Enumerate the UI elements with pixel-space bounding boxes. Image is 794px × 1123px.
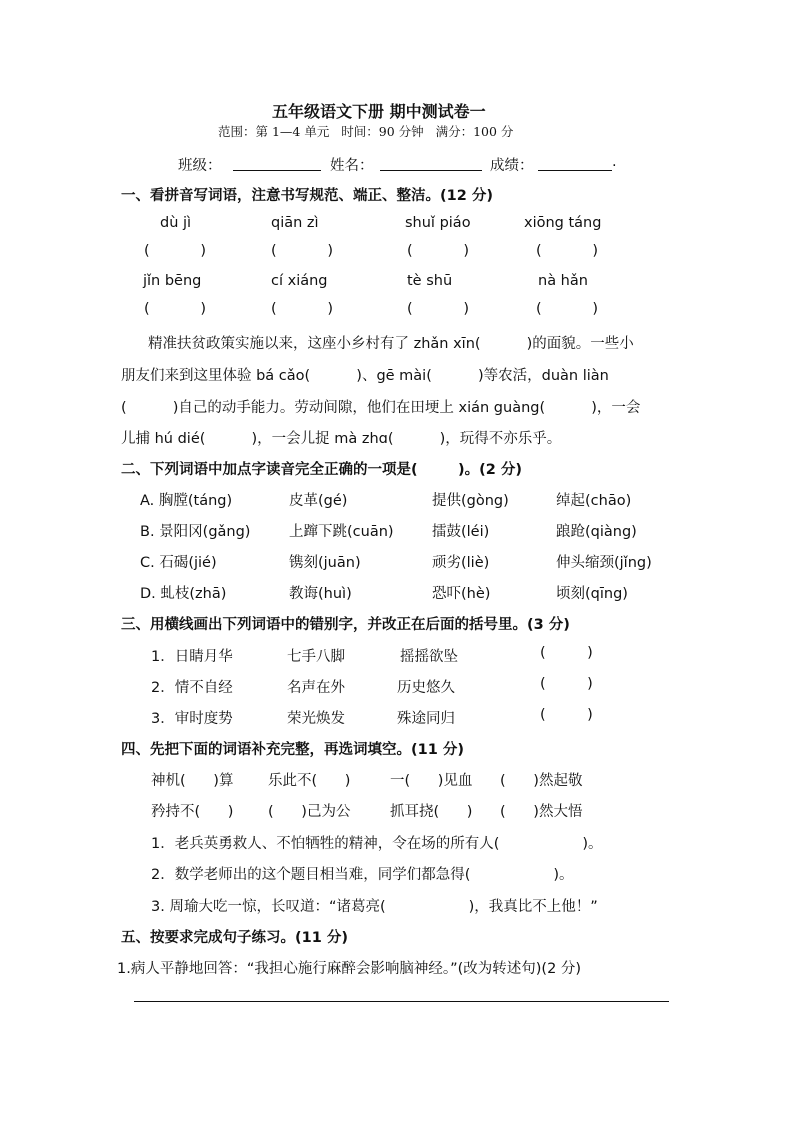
sentence-question: 1.病人平静地回答：“我担心施行麻醉会影响脑神经。”(改为转述句)(2 分) [117,961,582,977]
option-d[interactable]: D. 虬枝(zhā) [140,586,227,602]
word-item: 殊途同归 [397,711,455,727]
answer-line[interactable] [134,1001,669,1002]
option-word: 上蹿下跳(cuān) [289,524,394,540]
idiom-blank[interactable]: 神机( )算 [151,773,234,789]
answer-box[interactable]: ( ) [144,301,207,317]
name-label: 姓名： [330,158,374,174]
option-word: 擂鼓(léi) [432,524,490,540]
section-1-heading: 一、看拼音写词语，注意书写规范、端正、整洁。(12 分) [121,188,493,204]
word-item: 七手八脚 [287,649,345,665]
score-blank[interactable] [538,170,612,171]
paragraph-line: 朋友们来到这里体验 bá cǎo( )、gē mài( )等农活，duàn liàn [121,368,609,384]
idiom-blank[interactable]: 一( )见血 [390,773,473,789]
option-word: 皮革(gé) [289,493,348,509]
option-word: 伸头缩颈(jǐng) [556,555,652,571]
class-label: 班级： [178,158,222,174]
answer-box[interactable]: ( ) [144,243,207,259]
idiom-blank[interactable]: ( )然起敬 [500,773,583,789]
pinyin: cí xiáng [271,273,328,289]
exam-subtitle: 范围：第 1—4 单元 时间：90 分钟 满分：100 分 [218,124,514,139]
fill-question[interactable]: 3. 周瑜大吃一惊，长叹道：“诸葛亮( )，我真比不上他！” [151,899,598,915]
word-item: 3．审时度势 [151,711,233,727]
fill-question[interactable]: 1．老兵英勇救人、不怕牺牲的精神，令在场的所有人( )。 [151,836,603,852]
option-word: 顽劣(liè) [432,555,490,571]
class-blank[interactable] [233,170,321,171]
paragraph-line: 儿捕 hú dié( )，一会儿捉 mà zhɑ( )，玩得不亦乐乎。 [121,431,562,447]
option-word: 绰起(chāo) [556,493,632,509]
answer-box[interactable]: ( ) [536,301,599,317]
option-word: 顷刻(qīng) [556,586,628,602]
word-item: 摇摇欲坠 [400,649,458,665]
pinyin: xiōng táng [524,215,602,231]
answer-box[interactable]: ( ) [271,301,334,317]
section-4-heading: 四、先把下面的词语补充完整，再选词填空。(11 分) [121,742,464,758]
idiom-blank[interactable]: 矜持不( ) [151,804,234,820]
option-word: 恐吓(hè) [432,586,491,602]
pinyin: qiān zì [271,215,319,231]
word-item: 1．日睛月华 [151,649,233,665]
option-c[interactable]: C. 石碣(jié) [140,555,217,571]
option-b[interactable]: B. 景阳冈(gǎng) [140,524,251,540]
answer-box[interactable]: ( ) [271,243,334,259]
answer-box[interactable]: ( ) [407,301,470,317]
paragraph-line: ( )自己的动手能力。劳动间隙，他们在田埂上 xián guàng( )，一会 [121,400,641,416]
section-3-heading: 三、用横线画出下列词语中的错别字，并改正在后面的括号里。(3 分) [121,617,570,633]
option-word: 镌刻(juān) [289,555,361,571]
name-blank[interactable] [380,170,482,171]
fill-question[interactable]: 2．数学老师出的这个题目相当难，同学们都急得( )。 [151,867,574,883]
word-item: 历史悠久 [397,680,455,696]
pinyin: tè shū [407,273,453,289]
idiom-blank[interactable]: 抓耳挠( ) [390,804,473,820]
option-a[interactable]: A. 胸膛(táng) [140,493,233,509]
idiom-blank[interactable]: ( )然大悟 [500,804,583,820]
section-2-heading: 二、下列词语中加点字读音完全正确的一项是( )。(2 分) [121,462,523,478]
pinyin: dù jì [160,215,192,231]
option-word: 提供(gòng) [432,493,509,509]
pinyin: nà hǎn [538,273,588,289]
paragraph-line: 精准扶贫政策实施以来，这座小乡村有了 zhǎn xīn( )的面貌。一些小 [148,336,634,352]
option-word: 教诲(huì) [289,586,352,602]
pinyin: shuǐ piáo [405,215,471,231]
word-item: 荣光焕发 [287,711,345,727]
answer-box[interactable]: ( ) [540,645,593,661]
word-item: 名声在外 [287,680,345,696]
idiom-blank[interactable]: 乐此不( ) [268,773,351,789]
pinyin: jǐn bēng [143,273,202,289]
score-label: 成绩： [490,158,534,174]
answer-box[interactable]: ( ) [540,676,593,692]
word-item: 2．情不自经 [151,680,233,696]
answer-box[interactable]: ( ) [536,243,599,259]
idiom-blank[interactable]: ( )己为公 [268,804,351,820]
exam-title: 五年级语文下册 期中测试卷一 [272,102,486,121]
option-word: 踉跄(qiàng) [556,524,637,540]
section-5-heading: 五、按要求完成句子练习。(11 分) [121,930,348,946]
answer-box[interactable]: ( ) [407,243,470,259]
answer-box[interactable]: ( ) [540,707,593,723]
info-end-dot: . [612,154,617,170]
